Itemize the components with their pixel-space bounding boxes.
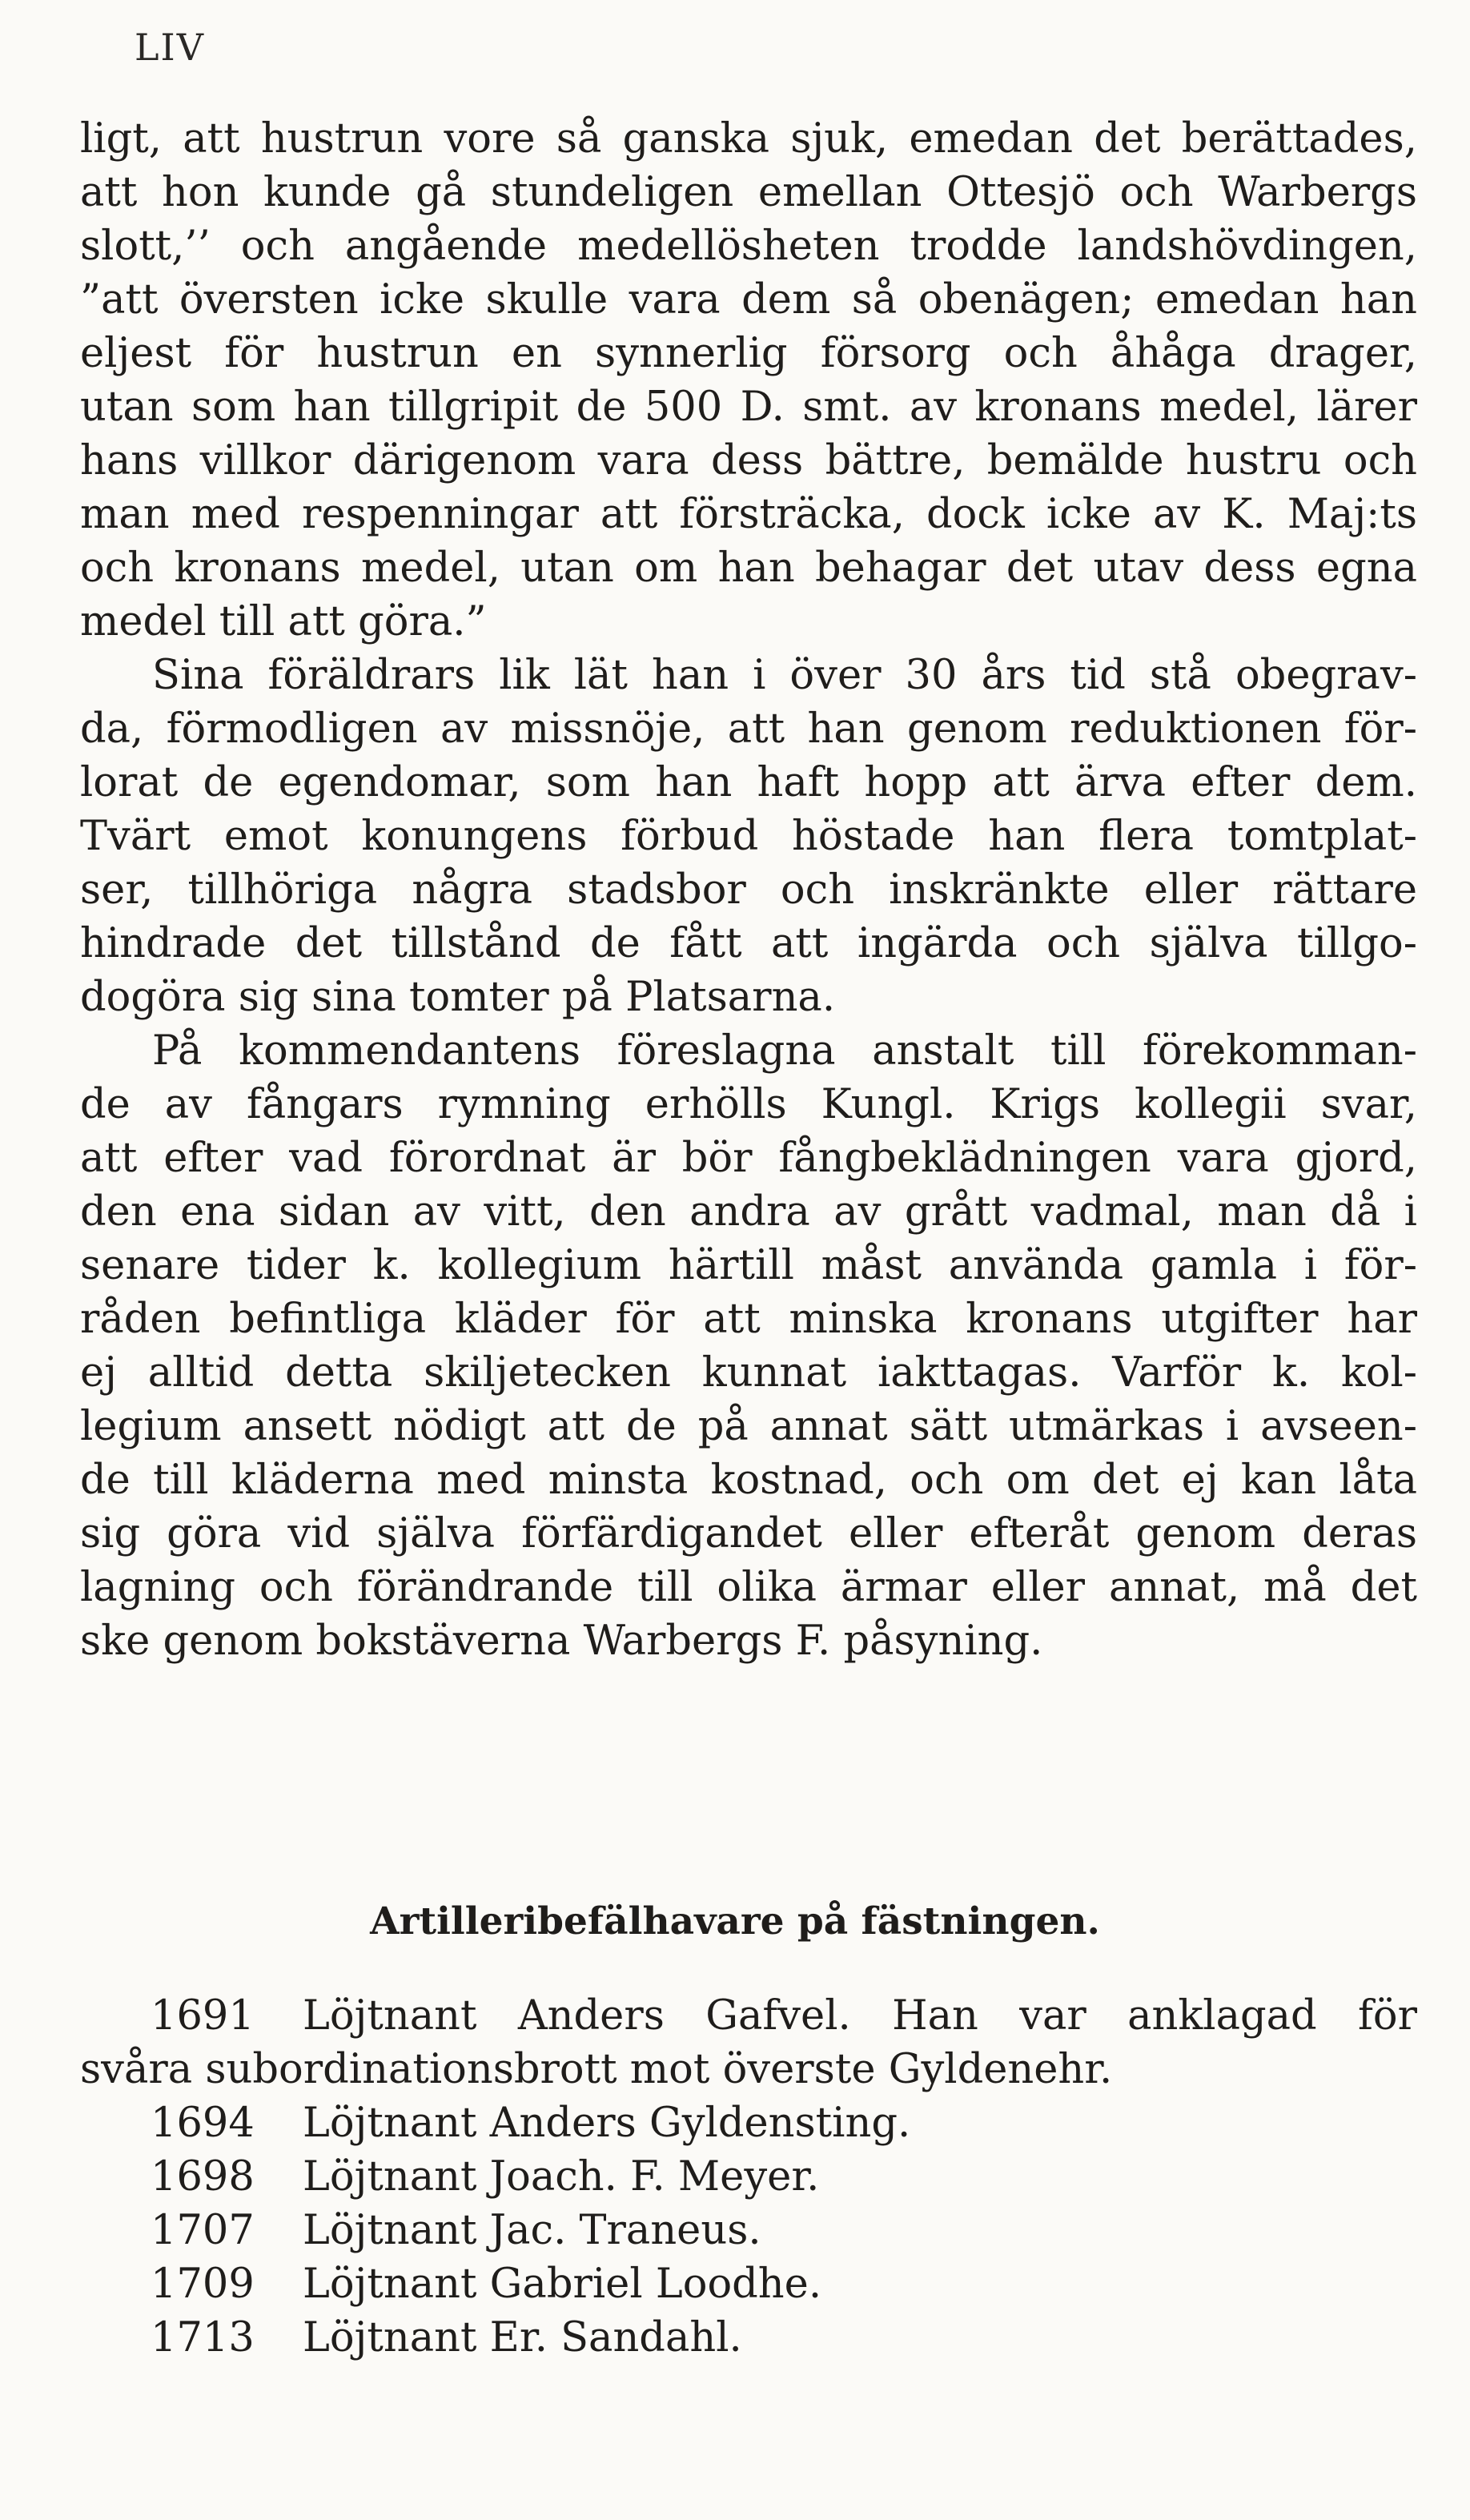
text-line: medel till att göra.” (80, 598, 487, 645)
text-line: att hon kunde gå stundeligen emellan Ottesjö och Warbergs (80, 169, 1417, 216)
text-line: ser, tillhöriga några stadsbor och inskränkte eller rättare (80, 866, 1417, 914)
officer-line (80, 2150, 1417, 2204)
text-line: På kommendantens föreslagna anstalt till förekomman- (152, 1027, 1417, 1075)
paragraphs (80, 112, 1417, 1668)
officer-year: 1691 (151, 1992, 255, 2040)
officer-entry (80, 2311, 1417, 2365)
officer-text: Löjtnant Er. Sandahl. (303, 2314, 742, 2361)
officer-continuation: svåra subordinationsbrott mot överste Gyldenehr. (80, 2046, 1113, 2093)
officer-entry (80, 2096, 1417, 2150)
text-line: dogöra sig sina tomter på Platsarna. (80, 974, 836, 1021)
officer-line (80, 2096, 1417, 2150)
text-line: att efter vad förordnat är bör fångbeklädningen vara gjord, (80, 1135, 1417, 1182)
text-line: Tvärt emot konungens förbud höstade han flera tomtplat- (80, 813, 1417, 860)
text-line: råden befintliga kläder för att minska kronans utgifter har (80, 1296, 1417, 1343)
officer-entry (80, 1989, 1417, 2096)
text-line: da, förmodligen av missnöje, att han genom reduktionen för- (80, 705, 1417, 753)
officer-text: Löjtnant Anders Gyldensting. (303, 2100, 911, 2147)
text-line: senare tider k. kollegium härtill måst använda gamla i för- (80, 1242, 1417, 1289)
officer-year: 1694 (151, 2100, 255, 2147)
officer-line (80, 2311, 1417, 2365)
text-line: ”att översten icke skulle vara dem så obenägen; emedan han (80, 276, 1417, 324)
text-line: man med respenningar att försträcka, dock icke av K. Maj:ts (80, 491, 1417, 538)
officer-text: Löjtnant Gabriel Loodhe. (303, 2261, 822, 2308)
text-line: sig göra vid själva förfärdigandet eller efteråt genom deras (80, 1510, 1417, 1557)
paragraph (80, 1024, 1417, 1668)
section-heading: Artilleribefälhavare på fästningen. (370, 1899, 1100, 1943)
text-line: lagning och förändrande till olika ärmar eller annat, må det (80, 1564, 1417, 1611)
text-line: hindrade det tillstånd de fått att ingärda och själva tillgo- (80, 920, 1417, 967)
text-line: ej alltid detta skiljetecken kunnat iakttagas. Varför k. kol- (80, 1349, 1417, 1397)
text-line: ligt, att hustrun vore så ganska sjuk, emedan det berättades, (80, 115, 1417, 163)
officer-year: 1707 (151, 2207, 255, 2254)
officer-year: 1709 (151, 2261, 255, 2308)
text-line: hans villkor därigenom vara dess bättre, bemälde hustru och (80, 437, 1417, 484)
text-line: och kronans medel, utan om han behagar det utav dess egna (80, 545, 1417, 592)
text-line: legium ansett nödigt att de på annat sätt utmärkas i avseen- (80, 1403, 1417, 1450)
officer-entry (80, 2257, 1417, 2311)
page-number: LIV (135, 26, 205, 69)
text-line: ske genom bokstäverna Warbergs F. påsyning. (80, 1618, 1043, 1665)
officer-entry (80, 2150, 1417, 2204)
text-line: de till kläderna med minsta kostnad, och om det ej kan låta (80, 1457, 1417, 1504)
text-line: de av fångars rymning erhölls Kungl. Krigs kollegii svar, (80, 1081, 1417, 1128)
officer-year: 1713 (151, 2314, 255, 2361)
officer-line (80, 2257, 1417, 2311)
officer-text: Löjtnant Jac. Traneus. (303, 2207, 761, 2254)
officer-entry (80, 2204, 1417, 2257)
text-line: utan som han tillgripit de 500 D. smt. av kronans medel, lärer (80, 384, 1417, 431)
text-line: lorat de egendomar, som han haft hopp att ärva efter dem. (80, 759, 1417, 806)
officer-year: 1698 (151, 2153, 255, 2200)
text-line: Sina föräldrars lik lät han i över 30 års tid stå obegrav- (152, 652, 1417, 699)
officer-text: Löjtnant Anders Gafvel. Han var anklagad för (303, 1992, 1417, 2040)
paragraph (80, 649, 1417, 1024)
officer-line (80, 2204, 1417, 2257)
body-text (80, 112, 1417, 1668)
text-line: den ena sidan av vitt, den andra av grått vadmal, man då i (80, 1188, 1417, 1236)
officer-list (80, 1989, 1417, 2365)
paragraph (80, 112, 1417, 649)
officer-text: Löjtnant Joach. F. Meyer. (303, 2153, 820, 2200)
text-line: eljest för hustrun en synnerlig försorg och åhåga drager, (80, 330, 1417, 377)
officer-line (80, 1989, 1417, 2043)
text-line: slott,’’ och angående medellösheten trodde landshövdingen, (80, 223, 1417, 270)
